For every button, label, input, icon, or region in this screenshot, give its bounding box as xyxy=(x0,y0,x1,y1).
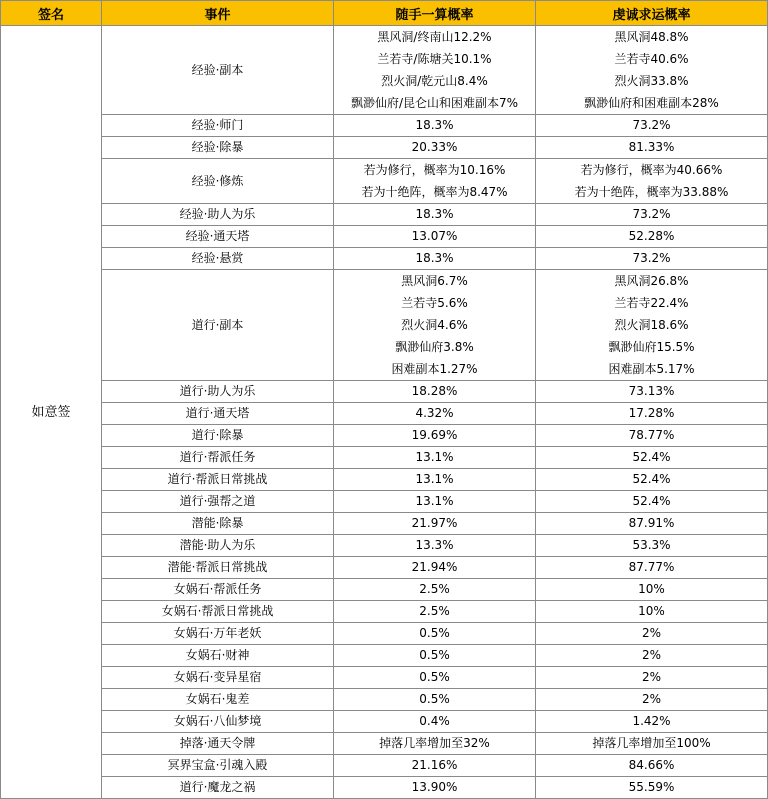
table-body xyxy=(1,26,768,799)
casual-probability-cell xyxy=(334,711,536,733)
event-cell: 冥界宝盒·引魂入殿 xyxy=(102,755,334,777)
casual-probability-cell xyxy=(334,447,536,469)
table-row xyxy=(1,491,768,513)
event-cell: 道行·除暴 xyxy=(102,425,334,447)
casual-probability-cell xyxy=(334,137,536,159)
casual-probability-cell xyxy=(334,777,536,799)
devout-probability-cell xyxy=(536,137,768,159)
casual-probability-cell xyxy=(334,535,536,557)
casual-probability-cell xyxy=(334,755,536,777)
casual-probability-cell xyxy=(334,689,536,711)
probability-line: 0.5% xyxy=(419,692,450,706)
event-cell: 潜能·除暴 xyxy=(102,513,334,535)
probability-line: 21.94% xyxy=(411,560,458,574)
event-cell: 道行·助人为乐 xyxy=(102,381,334,403)
table-row xyxy=(1,755,768,777)
probability-line: 兰若寺/陈塘关10.1% xyxy=(377,52,492,66)
probability-line: 20.33% xyxy=(411,140,458,154)
header-row xyxy=(1,1,768,26)
probability-line: 烈火洞33.8% xyxy=(614,74,689,88)
probability-line: 4.32% xyxy=(415,406,454,420)
event-cell: 女娲石·鬼差 xyxy=(102,689,334,711)
event-cell: 经验·助人为乐 xyxy=(102,204,334,226)
devout-probability-cell xyxy=(536,26,768,115)
event-cell: 女娲石·财神 xyxy=(102,645,334,667)
table-row xyxy=(1,645,768,667)
probability-line: 87.77% xyxy=(628,560,675,574)
probability-line: 兰若寺40.6% xyxy=(614,52,689,66)
header-casual: 随手一算概率 xyxy=(334,1,536,26)
probability-line: 掉落几率增加至100% xyxy=(592,736,711,750)
table-row xyxy=(1,115,768,137)
devout-probability-cell xyxy=(536,491,768,513)
probability-line: 73.2% xyxy=(632,118,671,132)
table-row xyxy=(1,689,768,711)
probability-line: 若为十绝阵，概率为8.47% xyxy=(361,185,508,199)
event-cell: 经验·修炼 xyxy=(102,159,334,204)
devout-probability-cell xyxy=(536,777,768,799)
probability-line: 0.5% xyxy=(419,670,450,684)
casual-probability-cell xyxy=(334,513,536,535)
table-row xyxy=(1,381,768,403)
probability-line: 73.13% xyxy=(628,384,675,398)
casual-probability-cell xyxy=(334,248,536,270)
probability-line: 飘渺仙府/昆仑山和困难副本7% xyxy=(350,96,519,110)
probability-line: 13.90% xyxy=(411,780,458,794)
devout-probability-cell xyxy=(536,645,768,667)
probability-line: 81.33% xyxy=(628,140,675,154)
probability-line: 13.1% xyxy=(415,450,454,464)
probability-line: 87.91% xyxy=(628,516,675,530)
table-row xyxy=(1,26,768,115)
table-row xyxy=(1,733,768,755)
casual-probability-cell xyxy=(334,204,536,226)
probability-line: 困难副本5.17% xyxy=(608,362,695,376)
event-cell: 女娲石·帮派任务 xyxy=(102,579,334,601)
probability-line: 黑风洞48.8% xyxy=(614,30,689,44)
event-cell: 女娲石·八仙梦境 xyxy=(102,711,334,733)
probability-line: 18.3% xyxy=(415,207,454,221)
header-sign: 签名 xyxy=(1,1,102,26)
table-row xyxy=(1,513,768,535)
casual-probability-cell xyxy=(334,26,536,115)
devout-probability-cell xyxy=(536,579,768,601)
table-row xyxy=(1,137,768,159)
probability-line: 13.07% xyxy=(411,229,458,243)
probability-line: 飘渺仙府和困难副本28% xyxy=(584,96,719,110)
probability-line: 0.5% xyxy=(419,648,450,662)
probability-line: 兰若寺22.4% xyxy=(614,296,689,310)
event-cell: 道行·魔龙之祸 xyxy=(102,777,334,799)
event-cell: 经验·师门 xyxy=(102,115,334,137)
devout-probability-cell xyxy=(536,469,768,491)
probability-line: 2.5% xyxy=(419,582,450,596)
casual-probability-cell xyxy=(334,491,536,513)
table-row xyxy=(1,777,768,799)
event-cell: 经验·通天塔 xyxy=(102,226,334,248)
event-cell: 潜能·帮派日常挑战 xyxy=(102,557,334,579)
probability-line: 若为修行，概率为10.16% xyxy=(363,163,506,177)
probability-line: 2% xyxy=(641,670,662,684)
casual-probability-cell xyxy=(334,733,536,755)
table-row xyxy=(1,557,768,579)
table-row xyxy=(1,425,768,447)
devout-probability-cell xyxy=(536,557,768,579)
probability-line: 52.28% xyxy=(628,229,675,243)
event-cell: 女娲石·变异星宿 xyxy=(102,667,334,689)
probability-line: 黑风洞26.8% xyxy=(614,274,689,288)
event-cell: 道行·强帮之道 xyxy=(102,491,334,513)
probability-line: 2.5% xyxy=(419,604,450,618)
probability-line: 烈火洞18.6% xyxy=(614,318,689,332)
devout-probability-cell xyxy=(536,381,768,403)
event-cell: 女娲石·万年老妖 xyxy=(102,623,334,645)
probability-line: 兰若寺5.6% xyxy=(401,296,468,310)
probability-line: 10% xyxy=(638,582,665,596)
probability-line: 52.4% xyxy=(632,450,671,464)
probability-line: 0.4% xyxy=(419,714,450,728)
event-cell: 潜能·助人为乐 xyxy=(102,535,334,557)
probability-line: 2% xyxy=(641,692,662,706)
table-row xyxy=(1,579,768,601)
probability-line: 2% xyxy=(641,648,662,662)
casual-probability-cell xyxy=(334,601,536,623)
devout-probability-cell xyxy=(536,115,768,137)
header-event: 事件 xyxy=(102,1,334,26)
table-row xyxy=(1,270,768,381)
devout-probability-cell xyxy=(536,270,768,381)
casual-probability-cell xyxy=(334,270,536,381)
probability-line: 黑风洞6.7% xyxy=(401,274,468,288)
table-row xyxy=(1,226,768,248)
casual-probability-cell xyxy=(334,579,536,601)
devout-probability-cell xyxy=(536,667,768,689)
probability-line: 若为修行，概率为40.66% xyxy=(580,163,723,177)
casual-probability-cell xyxy=(334,115,536,137)
event-cell: 道行·帮派任务 xyxy=(102,447,334,469)
probability-line: 13.3% xyxy=(415,538,454,552)
probability-line: 2% xyxy=(641,626,662,640)
event-cell: 经验·副本 xyxy=(102,26,334,115)
casual-probability-cell xyxy=(334,381,536,403)
casual-probability-cell xyxy=(334,645,536,667)
event-cell: 经验·悬赏 xyxy=(102,248,334,270)
probability-line: 烈火洞4.6% xyxy=(401,318,468,332)
probability-line: 掉落几率增加至32% xyxy=(379,736,490,750)
table-row xyxy=(1,601,768,623)
devout-probability-cell xyxy=(536,204,768,226)
probability-line: 84.66% xyxy=(628,758,675,772)
probability-line: 78.77% xyxy=(628,428,675,442)
table-row xyxy=(1,248,768,270)
probability-line: 10% xyxy=(638,604,665,618)
casual-probability-cell xyxy=(334,226,536,248)
casual-probability-cell xyxy=(334,159,536,204)
probability-line: 1.42% xyxy=(632,714,671,728)
probability-line: 若为十绝阵，概率为33.88% xyxy=(574,185,729,199)
probability-line: 飘渺仙府3.8% xyxy=(395,340,474,354)
probability-line: 19.69% xyxy=(411,428,458,442)
table-row xyxy=(1,403,768,425)
probability-line: 73.2% xyxy=(632,207,671,221)
probability-line: 52.4% xyxy=(632,472,671,486)
devout-probability-cell xyxy=(536,689,768,711)
devout-probability-cell xyxy=(536,535,768,557)
event-cell: 经验·除暴 xyxy=(102,137,334,159)
probability-line: 21.16% xyxy=(411,758,458,772)
event-cell: 道行·通天塔 xyxy=(102,403,334,425)
casual-probability-cell xyxy=(334,469,536,491)
probability-line: 17.28% xyxy=(628,406,675,420)
table-row xyxy=(1,469,768,491)
table-row xyxy=(1,711,768,733)
probability-line: 21.97% xyxy=(411,516,458,530)
devout-probability-cell xyxy=(536,447,768,469)
table-row xyxy=(1,159,768,204)
event-cell: 掉落·通天令牌 xyxy=(102,733,334,755)
probability-line: 飘渺仙府15.5% xyxy=(608,340,695,354)
casual-probability-cell xyxy=(334,403,536,425)
devout-probability-cell xyxy=(536,159,768,204)
probability-line: 18.3% xyxy=(415,118,454,132)
probability-line: 困难副本1.27% xyxy=(391,362,478,376)
event-cell: 女娲石·帮派日常挑战 xyxy=(102,601,334,623)
devout-probability-cell xyxy=(536,425,768,447)
devout-probability-cell xyxy=(536,513,768,535)
probability-line: 18.28% xyxy=(411,384,458,398)
casual-probability-cell xyxy=(334,557,536,579)
devout-probability-cell xyxy=(536,755,768,777)
devout-probability-cell xyxy=(536,403,768,425)
devout-probability-cell xyxy=(536,601,768,623)
table-row xyxy=(1,535,768,557)
casual-probability-cell xyxy=(334,623,536,645)
probability-line: 18.3% xyxy=(415,251,454,265)
table-row xyxy=(1,447,768,469)
event-cell: 道行·帮派日常挑战 xyxy=(102,469,334,491)
devout-probability-cell xyxy=(536,623,768,645)
sign-name-cell: 如意签 xyxy=(1,26,102,799)
probability-line: 烈火洞/乾元山8.4% xyxy=(381,74,488,88)
table-row xyxy=(1,623,768,645)
table-row xyxy=(1,204,768,226)
header-devout: 虔诚求运概率 xyxy=(536,1,768,26)
probability-line: 黑风洞/终南山12.2% xyxy=(377,30,492,44)
devout-probability-cell xyxy=(536,248,768,270)
event-cell: 道行·副本 xyxy=(102,270,334,381)
casual-probability-cell xyxy=(334,667,536,689)
probability-line: 55.59% xyxy=(628,780,675,794)
table-row xyxy=(1,667,768,689)
probability-line: 13.1% xyxy=(415,494,454,508)
casual-probability-cell xyxy=(334,425,536,447)
devout-probability-cell xyxy=(536,733,768,755)
probability-line: 53.3% xyxy=(632,538,671,552)
probability-line: 0.5% xyxy=(419,626,450,640)
probability-line: 52.4% xyxy=(632,494,671,508)
probability-line: 13.1% xyxy=(415,472,454,486)
probability-line: 73.2% xyxy=(632,251,671,265)
devout-probability-cell xyxy=(536,711,768,733)
devout-probability-cell xyxy=(536,226,768,248)
